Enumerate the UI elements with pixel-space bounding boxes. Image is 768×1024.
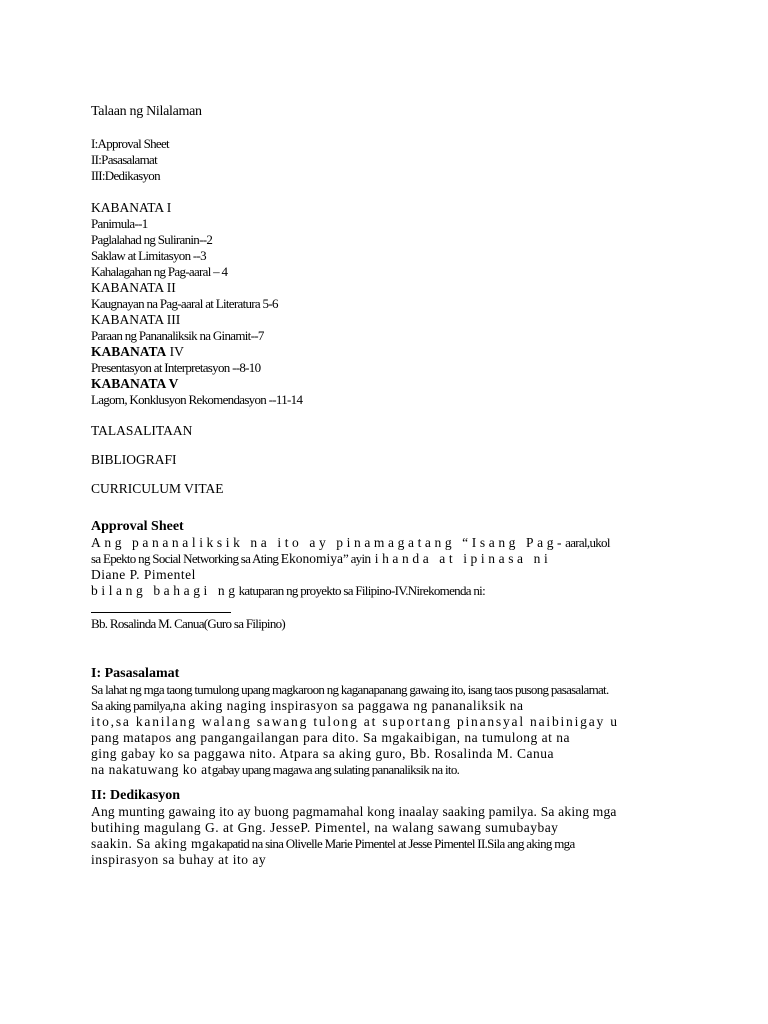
toc-chapter-4-heading-bold: KABANATA (91, 344, 167, 359)
pasasalamat-text: Sa aking pamilya, (91, 698, 173, 713)
toc-title: Talaan ng Nilalaman (91, 104, 202, 119)
toc-chapter-5-item: Lagom, Konklusyon Rekomendasyon --11-14 (91, 392, 303, 407)
approval-line-4 (91, 583, 711, 599)
pasasalamat-line: pang matapos ang pangangailangan para dito. Sa mgakaibigan, na tumulong at na (91, 730, 570, 745)
toc-chapter-3-item: Paraan ng Pananaliksik na Ginamit--7 (91, 328, 264, 343)
approval-signatory: Bb. Rosalinda M. Canua(Guro sa Filipino) (91, 616, 286, 631)
toc-chapter-3-heading: KABANATA III (91, 312, 181, 327)
toc-chapter-1-item: Kahalagahan ng Pag-aaral – 4 (91, 264, 228, 279)
approval-text: aaral,ukol (565, 535, 610, 550)
approval-line-1 (91, 535, 711, 551)
approval-text: ” ayi (342, 551, 365, 566)
approval-heading: Approval Sheet (91, 519, 184, 534)
toc-chapter-1-item: Saklaw at Limitasyon --3 (91, 248, 206, 263)
signature-line (91, 599, 711, 613)
toc-item-dedikasyon: III:Dedikasyon (91, 168, 160, 183)
toc-chapter-1-heading: KABANATA I (91, 200, 172, 215)
toc-chapter-2-item: Kaugnayan na Pag-aaral at Literatura 5-6 (91, 296, 278, 311)
toc-chapter-4-heading-number: IV (166, 344, 184, 359)
pasasalamat-line: Sa lahat ng mga taong tumulong upang magkaroon ng kaganapanang gawaing ito, isang taos pusong pasasalamat. (91, 682, 609, 697)
toc-chapter-5-heading: KABANATA V (91, 376, 179, 391)
signature-underline (91, 599, 231, 613)
pasasalamat-heading: I: Pasasalamat (91, 666, 180, 681)
toc-item-pasasalamat: II:Pasasalamat (91, 152, 158, 167)
approval-author: Diane P. Pimentel (91, 567, 196, 582)
approval-line-2 (91, 551, 711, 567)
pasasalamat-line (91, 762, 711, 778)
document-page (91, 104, 711, 868)
approval-text: Ang pananaliksik na ito ay pinamagatang “Isang Pag- (91, 535, 566, 550)
approval-text: katuparan ng proyekto sa Filipino-IV.Nirekomenda ni: (238, 583, 485, 598)
pasasalamat-text: na nakatuwang ko at (91, 762, 212, 777)
toc-chapter-2-heading: KABANATA II (91, 280, 176, 295)
toc-curriculum-vitae: CURRICULUM VITAE (91, 481, 224, 496)
pasasalamat-text: na aking naging inspirasyon sa paggawa ng pananaliksik na (172, 698, 524, 713)
toc-talasalitaan: TALASALITAAN (91, 423, 193, 438)
pasasalamat-line: ito,sa kanilang walang sawang tulong at suportang pinansyal naibinigay u (91, 714, 619, 729)
toc-item-approval: I:Approval Sheet (91, 136, 169, 151)
approval-text: nihanda at ipinasa ni (364, 551, 552, 566)
toc-chapter-4-item: Presentasyon at Interpretasyon --8-10 (91, 360, 261, 375)
approval-text: Ekonomiya (280, 551, 343, 566)
dedikasyon-line: inspirasyon sa buhay at ito ay (91, 852, 267, 867)
dedikasyon-line: butihing magulang G. at Gng. JesseP. Pimentel, na walang sawang sumubaybay (91, 820, 559, 835)
dedikasyon-text: kapatid na sina Olivelle Marie Pimentel at Jesse Pimentel II.Sila ang aking mga (215, 836, 575, 851)
pasasalamat-line (91, 698, 711, 714)
toc-chapter-4-heading (91, 344, 711, 360)
toc-chapter-1-item: Paglalahad ng Suliranin--2 (91, 232, 213, 247)
toc-chapter-1-item: Panimula--1 (91, 216, 148, 231)
approval-text: sa Epekto ng Social Networking sa Ating (91, 551, 281, 566)
dedikasyon-heading: II: Dedikasyon (91, 788, 181, 803)
pasasalamat-line: ging gabay ko sa paggawa nito. Atpara sa aking guro, Bb. Rosalinda M. Canua (91, 746, 555, 761)
toc-bibliografi: BIBLIOGRAFI (91, 452, 177, 467)
dedikasyon-text: saakin. Sa aking mga (91, 836, 216, 851)
dedikasyon-line (91, 836, 711, 852)
dedikasyon-line: Ang munting gawaing ito ay buong pagmamahal kong inaalay saaking pamilya. Sa aking mga (91, 804, 617, 819)
pasasalamat-text: gabay upang magawa ang sulating pananaliksik na ito. (211, 762, 460, 777)
approval-text: bilang bahagi ng (91, 583, 239, 598)
